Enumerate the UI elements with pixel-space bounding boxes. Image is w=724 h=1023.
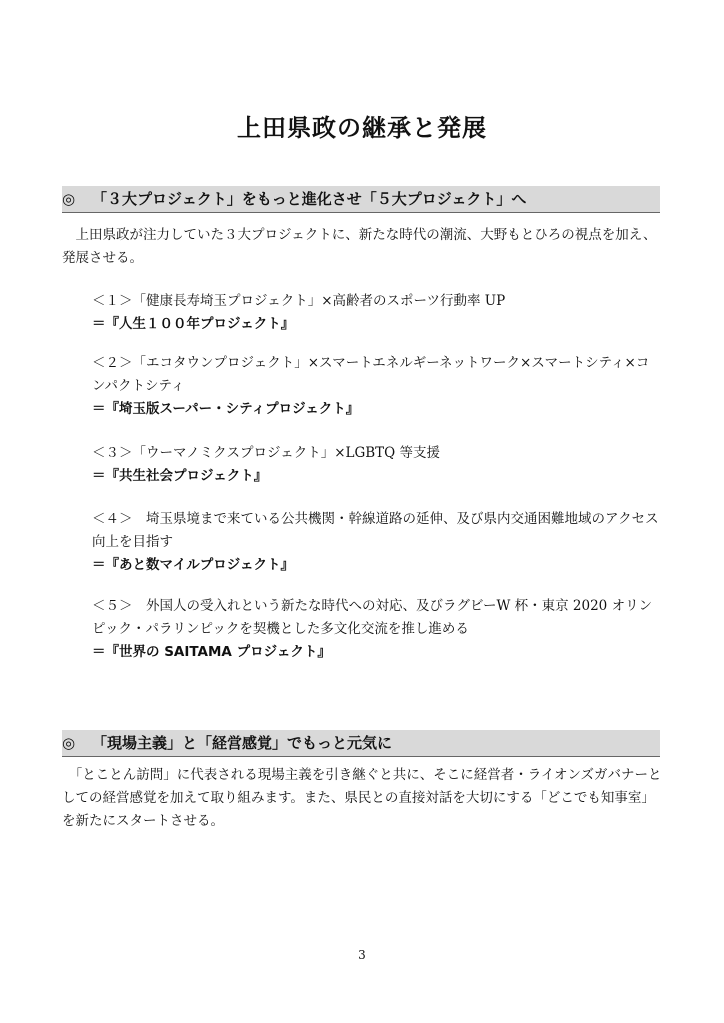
project-result: ＝『あと数マイルプロジェクト』: [92, 557, 294, 573]
project-description: ＜３＞「ウーマノミクスプロジェクト」×LGBTQ 等支援: [92, 445, 441, 461]
project-item-2: [92, 352, 662, 421]
section-intro: 上田県政が注力していた３大プロジェクトに、新たな時代の潮流、大野もとひろの視点を加え、発展させる。: [62, 227, 657, 266]
project-item-5: [92, 595, 662, 664]
project-description: ＜４＞ 埼玉県境まで来ている公共機関・幹線道路の延伸、及び県内交通困難地域のアクセス向上を目指す: [92, 511, 659, 550]
project-item-3: [92, 442, 662, 488]
project-item-1: [92, 290, 662, 336]
section-heading-field-management: [62, 730, 660, 757]
double-circle-icon: ◎: [62, 190, 76, 208]
project-description: ＜５＞ 外国人の受入れという新たな時代への対応、及びラグビーW 杯・東京 2020 オリンピック・パラリンピックを契機とした多文化交流を推し進める: [92, 598, 653, 637]
section-heading-five-projects: [62, 186, 660, 213]
project-result: ＝『埼玉版スーパー・シティプロジェクト』: [92, 401, 360, 417]
page-title: 上田県政の継承と発展: [237, 114, 487, 142]
project-description: ＜２＞「エコタウンプロジェクト」×スマートエネルギーネットワーク×スマートシティ×コンパクトシティ: [92, 355, 650, 394]
page-number: 3: [358, 948, 366, 962]
project-result: ＝『人生１００年プロジェクト』: [92, 316, 295, 332]
project-item-4: [92, 508, 662, 577]
section-body: 「とことん訪問」に代表される現場主義を引き継ぐと共に、そこに経営者・ライオンズガバナーとしての経営感覚を加えて取り組みます。また、県民との直接対話を大切にする「どこでも知事室」を新たにスタートさせる。: [62, 767, 662, 829]
section-heading-text: 「現場主義」と「経営感覚」でもっと元気に: [92, 734, 393, 752]
project-result: ＝『共生社会プロジェクト』: [92, 468, 268, 484]
project-result: ＝『世界の SAITAMA プロジェクト』: [92, 644, 331, 660]
section-heading-text: 「３大プロジェクト」をもっと進化させ「５大プロジェクト」へ: [92, 190, 527, 208]
project-description: ＜１＞「健康長寿埼玉プロジェクト」×高齢者のスポーツ行動率 UP: [92, 293, 506, 309]
double-circle-icon: ◎: [62, 734, 76, 752]
